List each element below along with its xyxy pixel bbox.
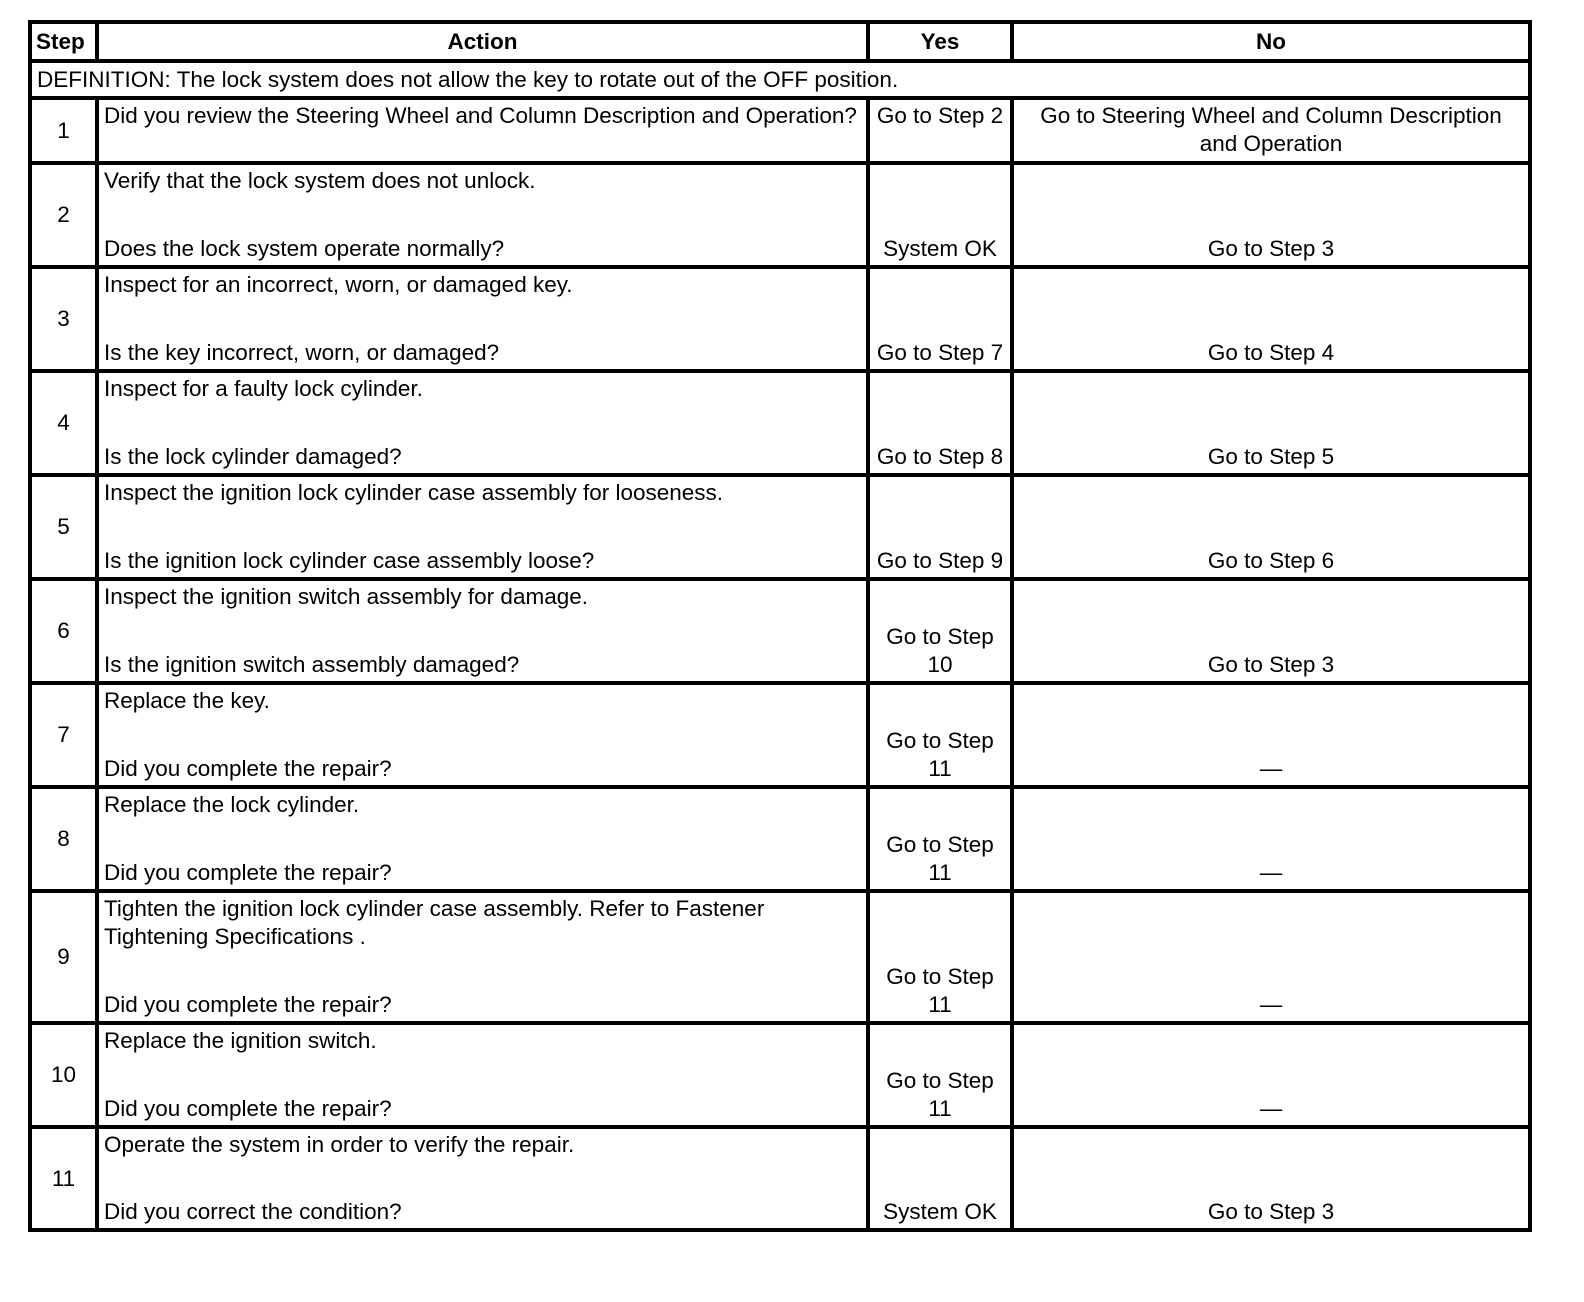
action-cell (97, 683, 868, 787)
header-yes: Yes (868, 22, 1012, 61)
step-number: 11 (30, 1127, 97, 1230)
action-instruction: Inspect for a faulty lock cylinder. (104, 376, 423, 401)
yes-result: Go to Step 11 (868, 891, 1012, 1023)
step-number: 3 (30, 267, 97, 371)
action-instruction: Replace the lock cylinder. (104, 792, 360, 817)
action-cell (97, 579, 868, 683)
action-cell (97, 163, 868, 267)
no-result: — (1012, 683, 1530, 787)
definition-text: DEFINITION: The lock system does not allow the key to rotate out of the OFF position. (30, 61, 1530, 98)
no-result: Go to Step 3 (1012, 579, 1530, 683)
action-instruction: Verify that the lock system does not unlock. (104, 168, 536, 193)
action-question: Did you complete the repair? (104, 992, 392, 1017)
no-result: — (1012, 787, 1530, 891)
yes-result: Go to Step 7 (868, 267, 1012, 371)
action-question: Is the ignition lock cylinder case assembly loose? (104, 548, 595, 573)
action-question: Is the key incorrect, worn, or damaged? (104, 340, 500, 365)
header-action: Action (97, 22, 868, 61)
yes-result: Go to Step 11 (868, 683, 1012, 787)
no-result: Go to Step 4 (1012, 267, 1530, 371)
action-question: Does the lock system operate normally? (104, 236, 505, 261)
action-instruction: Inspect for an incorrect, worn, or damaged key. (104, 272, 573, 297)
step-number: 2 (30, 163, 97, 267)
yes-result: Go to Step 11 (868, 787, 1012, 891)
step-number: 4 (30, 371, 97, 475)
table-row (30, 1023, 1530, 1127)
table-row (30, 1127, 1530, 1230)
no-result: Go to Steering Wheel and Column Description and Operation (1012, 98, 1530, 163)
action-question: Did you complete the repair? (104, 860, 392, 885)
no-result: Go to Step 5 (1012, 371, 1530, 475)
action-instruction: Operate the system in order to verify the repair. (104, 1132, 575, 1157)
step-number: 6 (30, 579, 97, 683)
step-number: 5 (30, 475, 97, 579)
action-question: Did you complete the repair? (104, 756, 392, 781)
step-number: 9 (30, 891, 97, 1023)
action-question: Did you correct the condition? (104, 1199, 402, 1224)
yes-result: Go to Step 8 (868, 371, 1012, 475)
yes-result: System OK (868, 1127, 1012, 1230)
step-number: 1 (30, 98, 97, 163)
table-row (30, 579, 1530, 683)
action-question: Is the ignition switch assembly damaged? (104, 652, 520, 677)
action-instruction: Did you review the Steering Wheel and Column Description and Operation? (104, 103, 857, 128)
definition-row (30, 61, 1530, 98)
yes-result: System OK (868, 163, 1012, 267)
action-cell (97, 475, 868, 579)
step-number: 7 (30, 683, 97, 787)
action-question: Is the lock cylinder damaged? (104, 444, 402, 469)
header-row (30, 22, 1530, 61)
action-instruction: Tighten the ignition lock cylinder case assembly. Refer to Fastener Tightening Specifications . (104, 896, 765, 949)
no-result: Go to Step 3 (1012, 1127, 1530, 1230)
action-instruction: Inspect the ignition lock cylinder case assembly for looseness. (104, 480, 724, 505)
table-row (30, 371, 1530, 475)
table-row (30, 683, 1530, 787)
table-row (30, 475, 1530, 579)
action-cell (97, 371, 868, 475)
table-row (30, 891, 1530, 1023)
action-cell (97, 267, 868, 371)
no-result: — (1012, 1023, 1530, 1127)
no-result: Go to Step 6 (1012, 475, 1530, 579)
yes-result: Go to Step 9 (868, 475, 1012, 579)
action-question: Did you complete the repair? (104, 1096, 392, 1121)
step-number: 8 (30, 787, 97, 891)
yes-result: Go to Step 11 (868, 1023, 1012, 1127)
table-row (30, 787, 1530, 891)
yes-result: Go to Step 10 (868, 579, 1012, 683)
action-cell (97, 1023, 868, 1127)
action-cell (97, 98, 868, 163)
table-row (30, 163, 1530, 267)
table-row (30, 98, 1530, 163)
yes-result: Go to Step 2 (868, 98, 1012, 163)
diagnostic-table (28, 20, 1532, 1232)
action-instruction: Replace the key. (104, 688, 270, 713)
header-no: No (1012, 22, 1530, 61)
action-instruction: Inspect the ignition switch assembly for damage. (104, 584, 588, 609)
no-result: — (1012, 891, 1530, 1023)
action-cell (97, 891, 868, 1023)
no-result: Go to Step 3 (1012, 163, 1530, 267)
header-step: Step (30, 22, 97, 61)
table-row (30, 267, 1530, 371)
step-number: 10 (30, 1023, 97, 1127)
action-cell (97, 787, 868, 891)
action-instruction: Replace the ignition switch. (104, 1028, 377, 1053)
action-cell (97, 1127, 868, 1230)
